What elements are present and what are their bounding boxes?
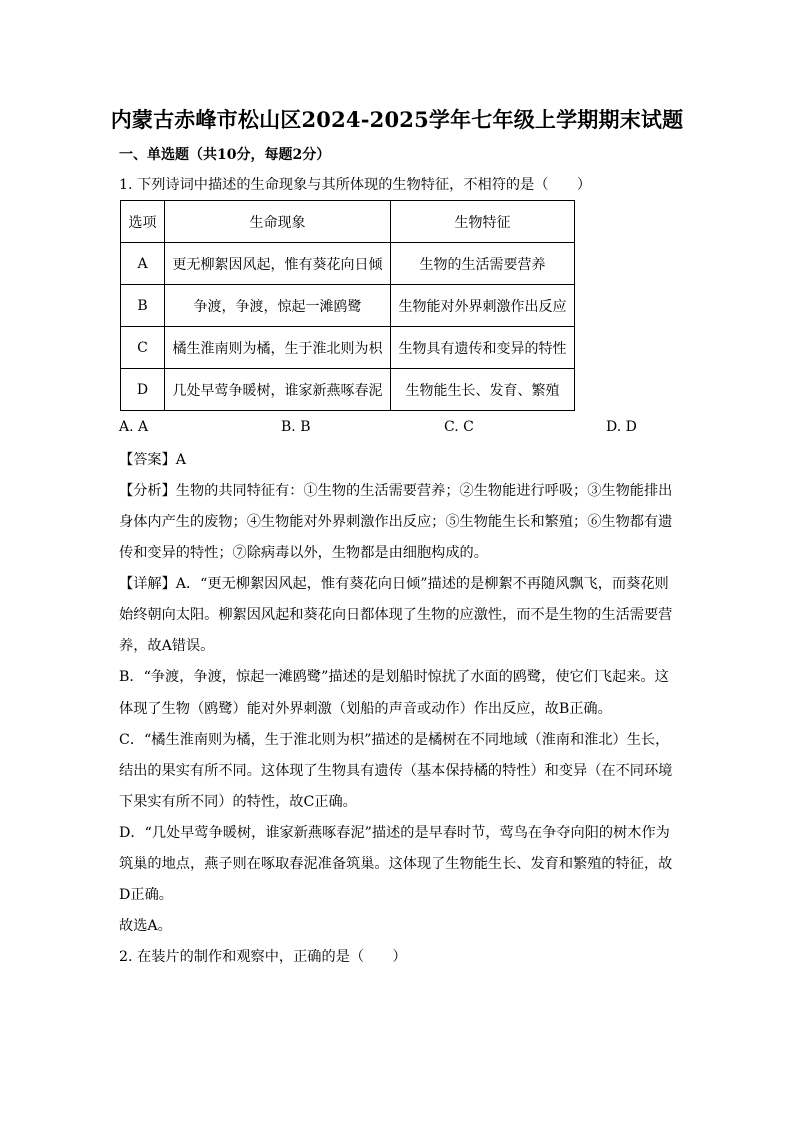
option-d: D. D xyxy=(606,419,637,435)
question-1-stem: 1. 下列诗词中描述的生命现象与其所体现的生物特征，不相符的是（ ） xyxy=(119,177,592,193)
answer-line: 【答案】A xyxy=(119,452,186,468)
detail-line: 下果实有所不同）的特性，故C正确。 xyxy=(119,794,357,810)
analysis-line: 身体内产生的废物；④生物能对外界刺激作出反应；⑤生物能生长和繁殖；⑥生物都有遗 xyxy=(119,514,673,530)
table-cell: 生物的生活需要营养 xyxy=(391,243,575,285)
option-b: B. B xyxy=(281,419,311,435)
question-1-table xyxy=(120,200,575,411)
table-row xyxy=(121,369,575,411)
detail-line: 始终朝向太阳。柳絮因风起和葵花向日都体现了生物的应激性，而不是生物的生活需要营 xyxy=(119,607,673,623)
table-cell: 争渡，争渡，惊起一滩鸥鹭 xyxy=(165,285,391,327)
table-cell: 橘生淮南则为橘，生于淮北则为枳 xyxy=(165,327,391,369)
table-cell: C xyxy=(121,327,165,369)
detail-line: D正确。 xyxy=(119,887,173,903)
table-header-cell: 生命现象 xyxy=(165,201,391,243)
table-row xyxy=(121,327,575,369)
table-cell: B xyxy=(121,285,165,327)
detail-line: 结出的果实有所不同。这体现了生物具有遗传（基本保持橘的特性）和变异（在不同环境 xyxy=(119,763,673,779)
detail-line: 【详解】A．“更无柳絮因风起，惟有葵花向日倾”描述的是柳絮不再随风飘飞，而葵花则 xyxy=(119,576,669,592)
table-cell: 几处早莺争暖树，谁家新燕啄春泥 xyxy=(165,369,391,411)
option-a: A. A xyxy=(119,419,149,435)
table-header-row xyxy=(121,201,575,243)
analysis-line: 传和变异的特性；⑦除病毒以外，生物都是由细胞构成的。 xyxy=(119,545,488,561)
question-2-stem: 2. 在装片的制作和观察中，正确的是（ ） xyxy=(119,949,407,965)
table-cell: 生物能对外界刺激作出反应 xyxy=(391,285,575,327)
detail-line: B．“争渡，争渡，惊起一滩鸥鹭”描述的是划船时惊扰了水面的鸥鹭，使它们飞起来。这 xyxy=(119,669,669,685)
table-cell: A xyxy=(121,243,165,285)
table-row xyxy=(121,243,575,285)
table-row xyxy=(121,285,575,327)
table-cell: D xyxy=(121,369,165,411)
detail-line: C．“橘生淮南则为橘，生于淮北则为枳”描述的是橘树在不同地域（淮南和淮北）生长， xyxy=(119,732,670,748)
detail-line: D．“几处早莺争暖树，谁家新燕啄春泥”描述的是早春时节，莺鸟在争夺向阳的树木作为 xyxy=(119,825,670,841)
analysis-line: 【分析】生物的共同特征有：①生物的生活需要营养；②生物能进行呼吸；③生物能排出 xyxy=(119,483,673,499)
detail-line: 筑巢的地点，燕子则在啄取春泥准备筑巢。这体现了生物能生长、发育和繁殖的特征，故 xyxy=(119,856,673,872)
page-title: 内蒙古赤峰市松山区2024-2025学年七年级上学期期末试题 xyxy=(110,107,684,132)
table-cell: 生物具有遗传和变异的特性 xyxy=(391,327,575,369)
table-header-cell: 生物特征 xyxy=(391,201,575,243)
conclusion-line: 故选A。 xyxy=(119,918,172,934)
table-cell: 更无柳絮因风起，惟有葵花向日倾 xyxy=(165,243,391,285)
detail-line: 养，故A错误。 xyxy=(119,638,215,654)
option-c: C. C xyxy=(444,419,474,435)
detail-line: 体现了生物（鸥鹭）能对外界刺激（划船的声音或动作）作出反应，故B正确。 xyxy=(119,701,612,717)
table-header-cell: 选项 xyxy=(121,201,165,243)
table-cell: 生物能生长、发育、繁殖 xyxy=(391,369,575,411)
section-heading: 一、单选题（共10分，每题2分） xyxy=(119,147,331,163)
